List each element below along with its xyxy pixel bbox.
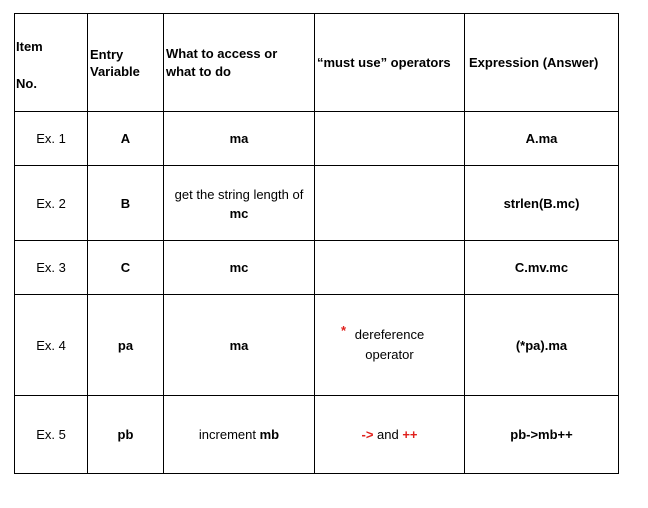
arrow-operator: -> [361,427,374,442]
cell-expression: strlen(B.mc) [465,166,619,241]
cell-must-use [315,166,465,241]
cell-item: Ex. 5 [15,396,88,474]
cell-entry: pa [88,295,164,396]
header-row [15,14,619,112]
cell-must-use: -> and ++ [315,396,465,474]
cell-expression: (*pa).ma [465,295,619,396]
cell-expression: pb->mb++ [465,396,619,474]
header-item-no: Item No. [15,14,88,112]
cell-what: ma [164,295,315,396]
cell-must-use [315,241,465,295]
cell-entry: C [88,241,164,295]
header-entry-variable: Entry Variable [88,14,164,112]
header-expression: Expression (Answer) [465,14,619,112]
cell-what: get the string length of mc [164,166,315,241]
cell-what: increment mb [164,396,315,474]
header-must-use-operators: “must use” operators [315,14,465,112]
cell-entry: B [88,166,164,241]
table-row [15,295,619,396]
table-row [15,241,619,295]
answer-table [14,13,619,474]
asterisk-operator: * [341,323,347,338]
header-what-to-access: What to access or what to do [164,14,315,112]
table-row [15,166,619,241]
cell-must-use [315,112,465,166]
cell-what: mc [164,241,315,295]
cell-entry: A [88,112,164,166]
cell-must-use: * dereference operator [315,295,465,396]
cell-entry: pb [88,396,164,474]
cell-item: Ex. 4 [15,295,88,396]
cell-what: ma [164,112,315,166]
table-row [15,396,619,474]
cell-item: Ex. 2 [15,166,88,241]
cell-item: Ex. 3 [15,241,88,295]
cell-expression: C.mv.mc [465,241,619,295]
increment-operator: ++ [402,427,418,442]
table-row [15,112,619,166]
cell-item: Ex. 1 [15,112,88,166]
cell-expression: A.ma [465,112,619,166]
